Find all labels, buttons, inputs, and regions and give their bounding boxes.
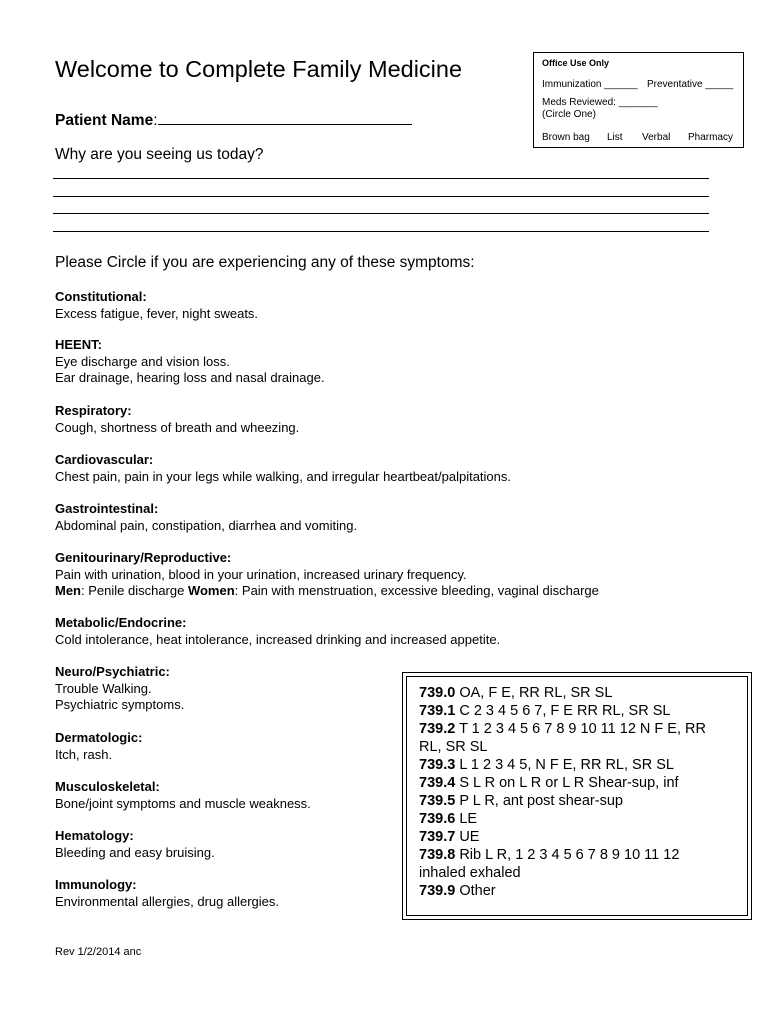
section-heading: Neuro/Psychiatric:: [55, 664, 170, 679]
option-brown-bag[interactable]: Brown bag: [542, 132, 590, 143]
section-constitutional: [55, 289, 258, 322]
diagnosis-codes-box: [402, 672, 752, 920]
code-text: L 1 2 3 4 5, N F E, RR RL, SR SL: [455, 757, 674, 773]
code-row[interactable]: [419, 756, 747, 774]
circle-one-note: (Circle One): [542, 109, 596, 120]
symptom-line[interactable]: Cough, shortness of breath and wheezing.: [55, 419, 300, 435]
option-verbal[interactable]: Verbal: [642, 132, 671, 143]
code-text: S L R on L R or L R Shear-sup, inf: [455, 775, 679, 791]
code-text: Other: [455, 883, 496, 899]
section-heading: Gastrointestinal:: [55, 501, 159, 516]
code-number: 739.7: [419, 829, 456, 845]
section-heading: HEENT:: [55, 337, 102, 352]
code-number: 739.3: [419, 757, 456, 773]
code-number: 739.6: [419, 811, 456, 827]
gender-symptom-line[interactable]: [55, 583, 599, 600]
men-label: Men: [55, 583, 81, 598]
symptom-line[interactable]: Environmental allergies, drug allergies.: [55, 893, 280, 909]
section-cardiovascular: [55, 452, 511, 485]
section-heading: Cardiovascular:: [55, 452, 154, 467]
code-text: OA, F E, RR RL, SR SL: [455, 685, 613, 701]
code-number: 739.0: [419, 685, 456, 701]
section-heading: Constitutional:: [55, 289, 147, 304]
code-text: P L R, ant post shear-sup: [455, 793, 623, 809]
meds-reviewed-field[interactable]: Meds Reviewed: _______: [542, 97, 658, 108]
office-use-box: [533, 52, 744, 148]
code-row[interactable]: [419, 774, 747, 792]
women-label: Women: [187, 583, 235, 598]
symptom-line[interactable]: Ear drainage, hearing loss and nasal drainage.: [55, 370, 325, 385]
section-heading: Musculoskeletal:: [55, 779, 160, 794]
reason-line-1[interactable]: [53, 178, 709, 179]
section-heading: Genitourinary/Reproductive:: [55, 550, 232, 565]
code-number: 739.8: [419, 847, 456, 863]
section-immunology: [55, 877, 279, 910]
section-heading: Dermatologic:: [55, 730, 143, 745]
symptom-line[interactable]: Pain with urination, blood in your urination, increased urinary frequency.: [55, 566, 467, 582]
code-text: Rib L R, 1 2 3 4 5 6 7 8 9 10 11 12: [455, 847, 680, 863]
code-row[interactable]: [419, 792, 747, 810]
symptom-line[interactable]: Bleeding and easy bruising.: [55, 844, 215, 860]
option-list[interactable]: List: [607, 132, 623, 143]
symptoms-instruction: Please Circle if you are experiencing any of these symptoms:: [55, 254, 475, 271]
diagnosis-codes-inner: [406, 676, 748, 916]
section-gastrointestinal: [55, 501, 357, 534]
office-use-title: Office Use Only: [542, 58, 610, 68]
patient-name-label: Patient Name: [55, 112, 154, 129]
code-text: RL, SR SL: [419, 739, 488, 755]
code-text: inhaled exhaled: [419, 865, 521, 881]
reason-line-2[interactable]: [53, 196, 709, 197]
symptom-line[interactable]: Excess fatigue, fever, night sweats.: [55, 305, 259, 321]
code-number: 739.2: [419, 721, 456, 737]
section-heent: [55, 337, 325, 387]
section-heading: Immunology:: [55, 877, 137, 892]
reason-line-3[interactable]: [53, 213, 709, 214]
patient-name-row: [55, 110, 412, 130]
immunization-field[interactable]: Immunization ______: [542, 79, 638, 90]
why-question: Why are you seeing us today?: [55, 146, 264, 163]
code-number: 739.1: [419, 703, 456, 719]
symptom-line[interactable]: Cold intolerance, heat intolerance, increased drinking and increased appetite.: [55, 631, 501, 647]
section-neuro: [55, 664, 184, 714]
section-heading: Metabolic/Endocrine:: [55, 615, 187, 630]
section-respiratory: [55, 403, 299, 436]
symptom-line[interactable]: Chest pain, pain in your legs while walking, and irregular heartbeat/palpitations.: [55, 468, 511, 484]
code-text: C 2 3 4 5 6 7, F E RR RL, SR SL: [455, 703, 671, 719]
code-row[interactable]: [419, 702, 747, 720]
preventative-field[interactable]: Preventative _____: [647, 79, 734, 90]
code-row[interactable]: [419, 828, 747, 846]
section-heading: Respiratory:: [55, 403, 132, 418]
section-musculoskeletal: [55, 779, 311, 812]
reason-line-4[interactable]: [53, 231, 709, 232]
symptom-line[interactable]: Itch, rash.: [55, 746, 113, 762]
patient-name-colon: :: [153, 112, 158, 129]
code-row[interactable]: [419, 864, 747, 882]
symptom-line[interactable]: Abdominal pain, constipation, diarrhea and vomiting.: [55, 517, 358, 533]
code-text: UE: [455, 829, 480, 845]
symptom-line[interactable]: Trouble Walking.: [55, 680, 152, 696]
option-pharmacy[interactable]: Pharmacy: [688, 132, 734, 143]
section-dermatologic: [55, 730, 142, 763]
code-number: 739.9: [419, 883, 456, 899]
symptom-line[interactable]: Psychiatric symptoms.: [55, 697, 185, 712]
symptom-line[interactable]: Bone/joint symptoms and muscle weakness.: [55, 795, 311, 811]
code-row[interactable]: [419, 720, 747, 738]
page-title: Welcome to Complete Family Medicine: [55, 56, 463, 82]
code-text: T 1 2 3 4 5 6 7 8 9 10 11 12 N F E, RR: [455, 721, 706, 737]
men-text: : Penile discharge: [81, 583, 188, 598]
revision-note: Rev 1/2/2014 anc: [55, 946, 142, 958]
code-number: 739.4: [419, 775, 456, 791]
code-number: 739.5: [419, 793, 456, 809]
section-metabolic: [55, 615, 500, 648]
patient-name-field[interactable]: [158, 110, 412, 125]
code-row[interactable]: [419, 810, 747, 828]
code-row[interactable]: [419, 684, 747, 702]
section-heading: Hematology:: [55, 828, 134, 843]
code-row[interactable]: [419, 738, 747, 756]
symptom-line[interactable]: Eye discharge and vision loss.: [55, 353, 230, 369]
women-text: : Pain with menstruation, excessive bleeding, vaginal discharge: [234, 583, 599, 598]
section-hematology: [55, 828, 215, 861]
section-genitourinary: [55, 550, 599, 600]
code-row[interactable]: [419, 882, 747, 900]
code-row[interactable]: [419, 846, 747, 864]
code-text: LE: [455, 811, 478, 827]
